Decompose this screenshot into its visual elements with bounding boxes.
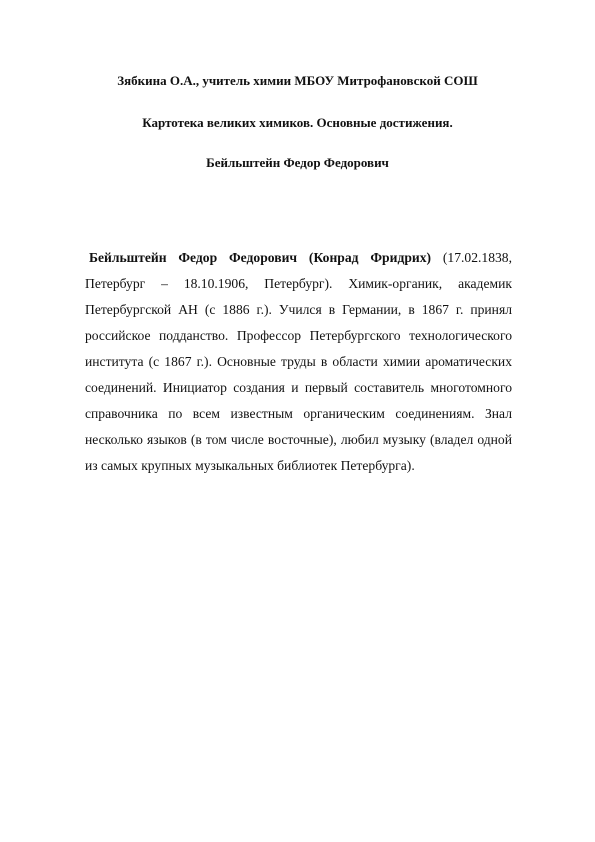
series-title: Картотека великих химиков. Основные достижения. <box>142 115 453 130</box>
person-full-name: Бейльштейн Федор Федорович (Конрад Фридрих) <box>89 249 432 265</box>
biography-text: (17.02.1838, Петербург – 18.10.1906, Петербург). Химик-органик, академик Петербургской АН (с 1886 г.). Учился в Германии, в 1867 г. принял российское подданство. Профессор Петербургского технологического института (с 1867 г.). Основные труды в области химии ароматических соединений. Инициатор создания и первый составитель многотомного справочника по всем известным органическим соединениям. Знал несколько языков (в том числе восточные), любил музыку (владел одной из самых крупных музыкальных библиотек Петербурга). <box>85 249 512 473</box>
biography-paragraph <box>85 245 512 479</box>
person-title: Бейльштейн Федор Федорович <box>206 155 389 170</box>
author-line: Зябкина О.А., учитель химии МБОУ Митрофановской СОШ <box>117 73 478 88</box>
